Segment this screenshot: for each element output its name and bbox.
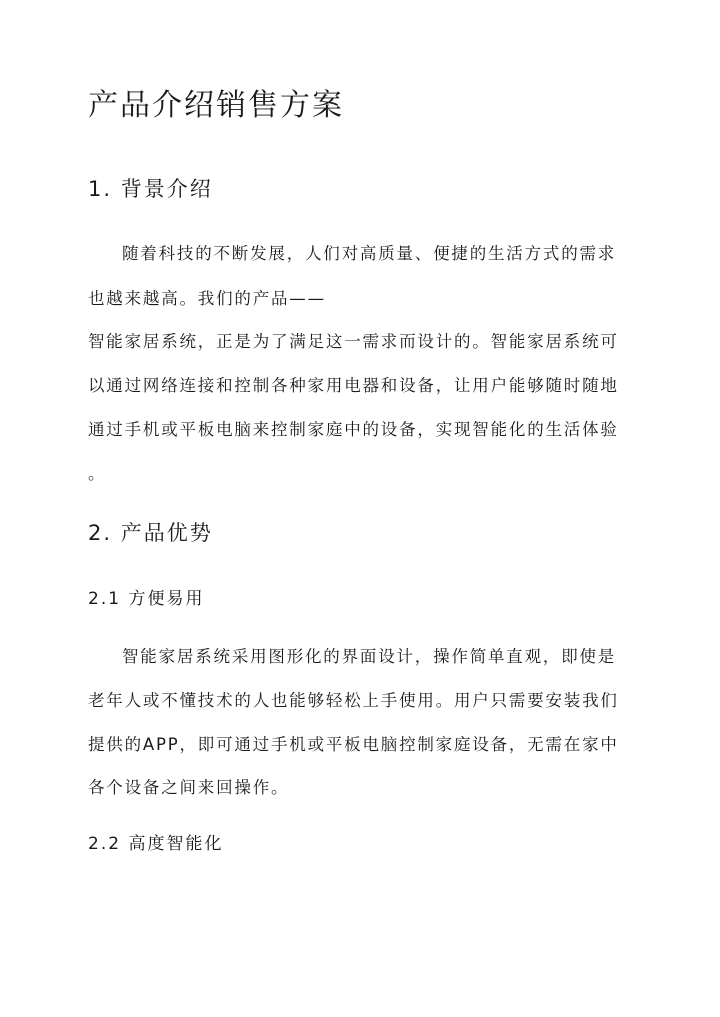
paragraph-line: 各个设备之间来回操作。: [88, 778, 290, 797]
paragraph-line: 。: [88, 464, 107, 483]
paragraph-line: 老年人或不懂技术的人也能够轻松上手使用。用户只需要安装我们: [88, 691, 619, 710]
paragraph-line: 随着科技的不断发展，人们对高质量、便捷的生活方式的需求: [122, 244, 617, 263]
document-title: 产品介绍销售方案: [88, 88, 344, 123]
subsection-heading-intelligent: 2.2 高度智能化: [88, 834, 224, 854]
paragraph-line: 智能家居系统，正是为了满足这一需求而设计的。智能家居系统可: [88, 332, 619, 351]
subsection-heading-easy-to-use: 2.1 方便易用: [88, 589, 205, 609]
section-heading-advantages: 2. 产品优势: [88, 521, 213, 545]
paragraph-line: 也越来越高。我们的产品——: [88, 289, 326, 308]
paragraph-line: 提供的APP，即可通过手机或平板电脑控制家庭设备，无需在家中: [88, 735, 619, 754]
paragraph-line: 通过手机或平板电脑来控制家庭中的设备，实现智能化的生活体验: [88, 420, 619, 439]
section-heading-background: 1. 背景介绍: [88, 177, 213, 201]
paragraph-line: 智能家居系统采用图形化的界面设计，操作简单直观，即使是: [122, 647, 617, 666]
paragraph-line: 以通过网络连接和控制各种家用电器和设备，让用户能够随时随地: [88, 376, 619, 395]
